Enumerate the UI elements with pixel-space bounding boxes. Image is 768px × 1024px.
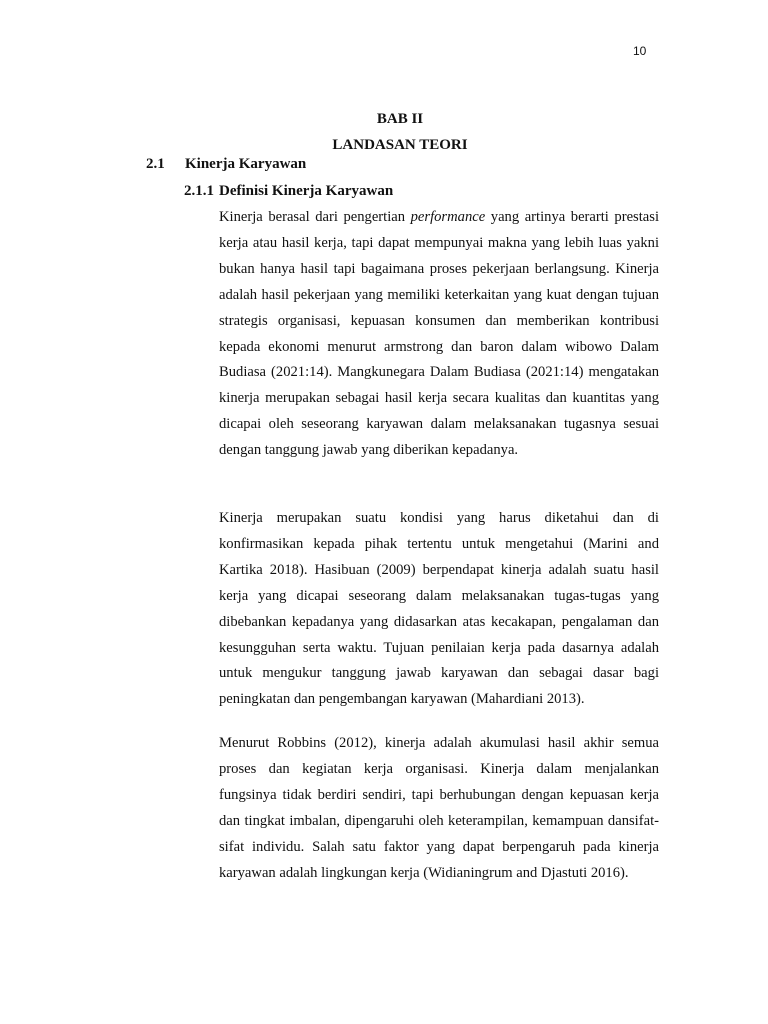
paragraph-3 bbox=[219, 731, 659, 886]
paragraph-1-italic-term: performance bbox=[410, 209, 486, 225]
subsection-number: 2.1.1 bbox=[184, 183, 214, 199]
page-number: 10 bbox=[633, 44, 647, 58]
paragraph-2 bbox=[219, 506, 659, 713]
paragraph-1 bbox=[219, 205, 659, 464]
paragraph-1-text-start: Kinerja berasal dari pengertian bbox=[219, 209, 411, 225]
section-number: 2.1 bbox=[146, 156, 165, 172]
section-heading bbox=[146, 154, 306, 174]
subsection-heading bbox=[184, 181, 393, 201]
paragraph-1-text-rest: yang artinya berarti prestasi kerja atau hasil kerja, tapi dapat mempunyai makna yang lebih luas yakni bukan hanya hasil tapi bagaimana proses pekerjaan berlangsung. Kinerja adalah hasil pekerjaan yang memiliki keterkaitan yang kuat dengan tujuan strategis organisasi, kepuasan konsumen dan memberikan kontribusi kepada ekonomi menurut armstrong dan baron dalam wibowo Dalam Budiasa (2021:14). Mangkunegara Dalam Budiasa (2021:14) mengatakan kinerja merupakan sebagai hasil kerja secara kualitas dan kuantitas yang dicapai oleh seseorang karyawan dalam melaksanakan tugasnya sesuai dengan tanggung jawab yang diberikan kepadanya. bbox=[219, 209, 659, 459]
paragraph-3-text: Menurut Robbins (2012), kinerja adalah akumulasi hasil akhir semua proses dan kegiatan kerja organisasi. Kinerja dalam menjalankan fungsinya tidak berdiri sendiri, tapi berhubungan dengan kepuasan kerja dan tingkat imbalan, dipengaruhi oleh keterampilan, kemampuan dansifat-sifat individu. Salah satu faktor yang dapat berpengaruh pada kinerja karyawan adalah lingkungan kerja (Widianingrum and Djastuti 2016). bbox=[219, 735, 659, 881]
chapter-title: LANDASAN TEORI bbox=[332, 137, 468, 153]
paragraph-1-text bbox=[219, 205, 659, 464]
subsection-title: Definisi Kinerja Karyawan bbox=[219, 183, 394, 199]
paragraph-2-text: Kinerja merupakan suatu kondisi yang harus diketahui dan di konfirmasikan kepada pihak tertentu untuk mengetahui (Marini and Kartika 2018). Hasibuan (2009) berpendapat kinerja adalah suatu hasil kerja yang dicapai seseorang dalam melaksanakan tugas-tugas yang dibebankan kepadanya yang didasarkan atas kecakapan, pengalaman dan kesungguhan serta waktu. Tujuan penilaian kerja pada dasarnya adalah untuk mengukur tanggung jawab karyawan dan sebagai dasar bagi peningkatan dan pengembangan karyawan (Mahardiani 2013). bbox=[219, 510, 659, 708]
section-title: Kinerja Karyawan bbox=[185, 156, 307, 172]
chapter-heading bbox=[0, 106, 768, 158]
chapter-label: BAB II bbox=[376, 111, 424, 127]
